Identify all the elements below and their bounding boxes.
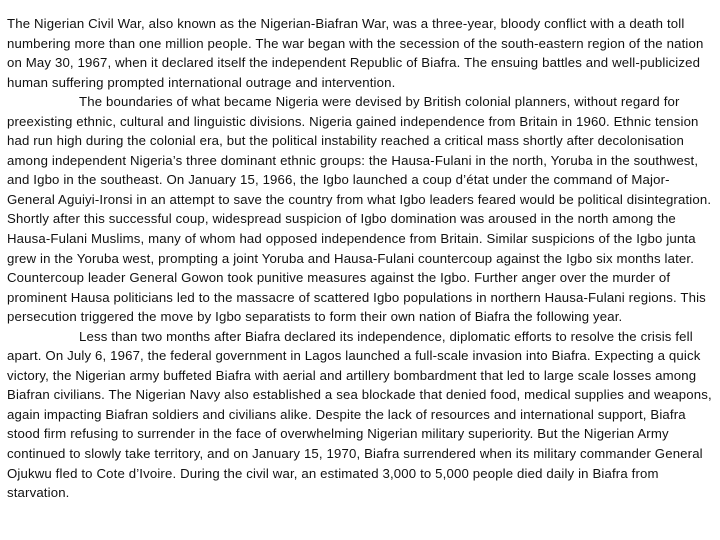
paragraph-background: The boundaries of what became Nigeria were devised by British colonial planners, without regard for preexisting ethnic, cultural and linguistic divisions. Nigeria gained independence from Britain in 1960. Ethnic tension had run high during the colonial era, but the political instability reached a critical mass shortly after decolonisation among independent Nigeria’s three dominant ethnic groups: the Hausa-Fulani in the north, Yoruba in the southwest, and Igbo in the southeast. On January 15, 1966, the Igbo launched a coup d’état under the command of Major-General Aguiyi-Ironsi in an attempt to save the country from what Igbo leaders feared would be political disintegration. Shortly after this successful coup, widespread suspicion of Igbo domination was aroused in the north among the Hausa-Fulani Muslims, many of whom had opposed independence from Britain. Similar suspicions of the Igbo junta grew in the Yoruba west, prompting a joint Yoruba and Hausa-Fulani countercoup against the Igbo six months later. Countercoup leader General Gowon took punitive measures against the Igbo. Further anger over the murder of prominent Hausa politicians led to the massacre of scattered Igbo populations in northern Hausa-Fulani regions. This persecution triggered the move by Igbo separatists to form their own nation of Biafra the following year. [7, 94, 712, 325]
paragraph-intro: The Nigerian Civil War, also known as the Nigerian-Biafran War, was a three-year, bloody conflict with a death toll numbering more than one million people. The war began with the secession of the south-eastern region of the nation on May 30, 1967, when it declared itself the independent Republic of Biafra. The ensuing battles and well-publicized human suffering prompted international outrage and intervention. [7, 16, 704, 90]
document-page [7, 14, 715, 503]
paragraph-war: Less than two months after Biafra declared its independence, diplomatic efforts to resolve the crisis fell apart. On July 6, 1967, the federal government in Lagos launched a full-scale invasion into Biafra. Expecting a quick victory, the Nigerian army buffeted Biafra with aerial and artillery bombardment that led to large scale losses among Biafran civilians. The Nigerian Navy also established a sea blockade that denied food, medical supplies and weapons, again impacting Biafran soldiers and civilians alike. Despite the lack of resources and international support, Biafra stood firm refusing to surrender in the face of overwhelming Nigerian military superiority. But the Nigerian Army continued to slowly take territory, and on January 15, 1970, Biafra surrendered when its military commander General Ojukwu fled to Cote d’Ivoire. During the civil war, an estimated 3,000 to 5,000 people died daily in Biafra from starvation. [7, 328, 712, 501]
